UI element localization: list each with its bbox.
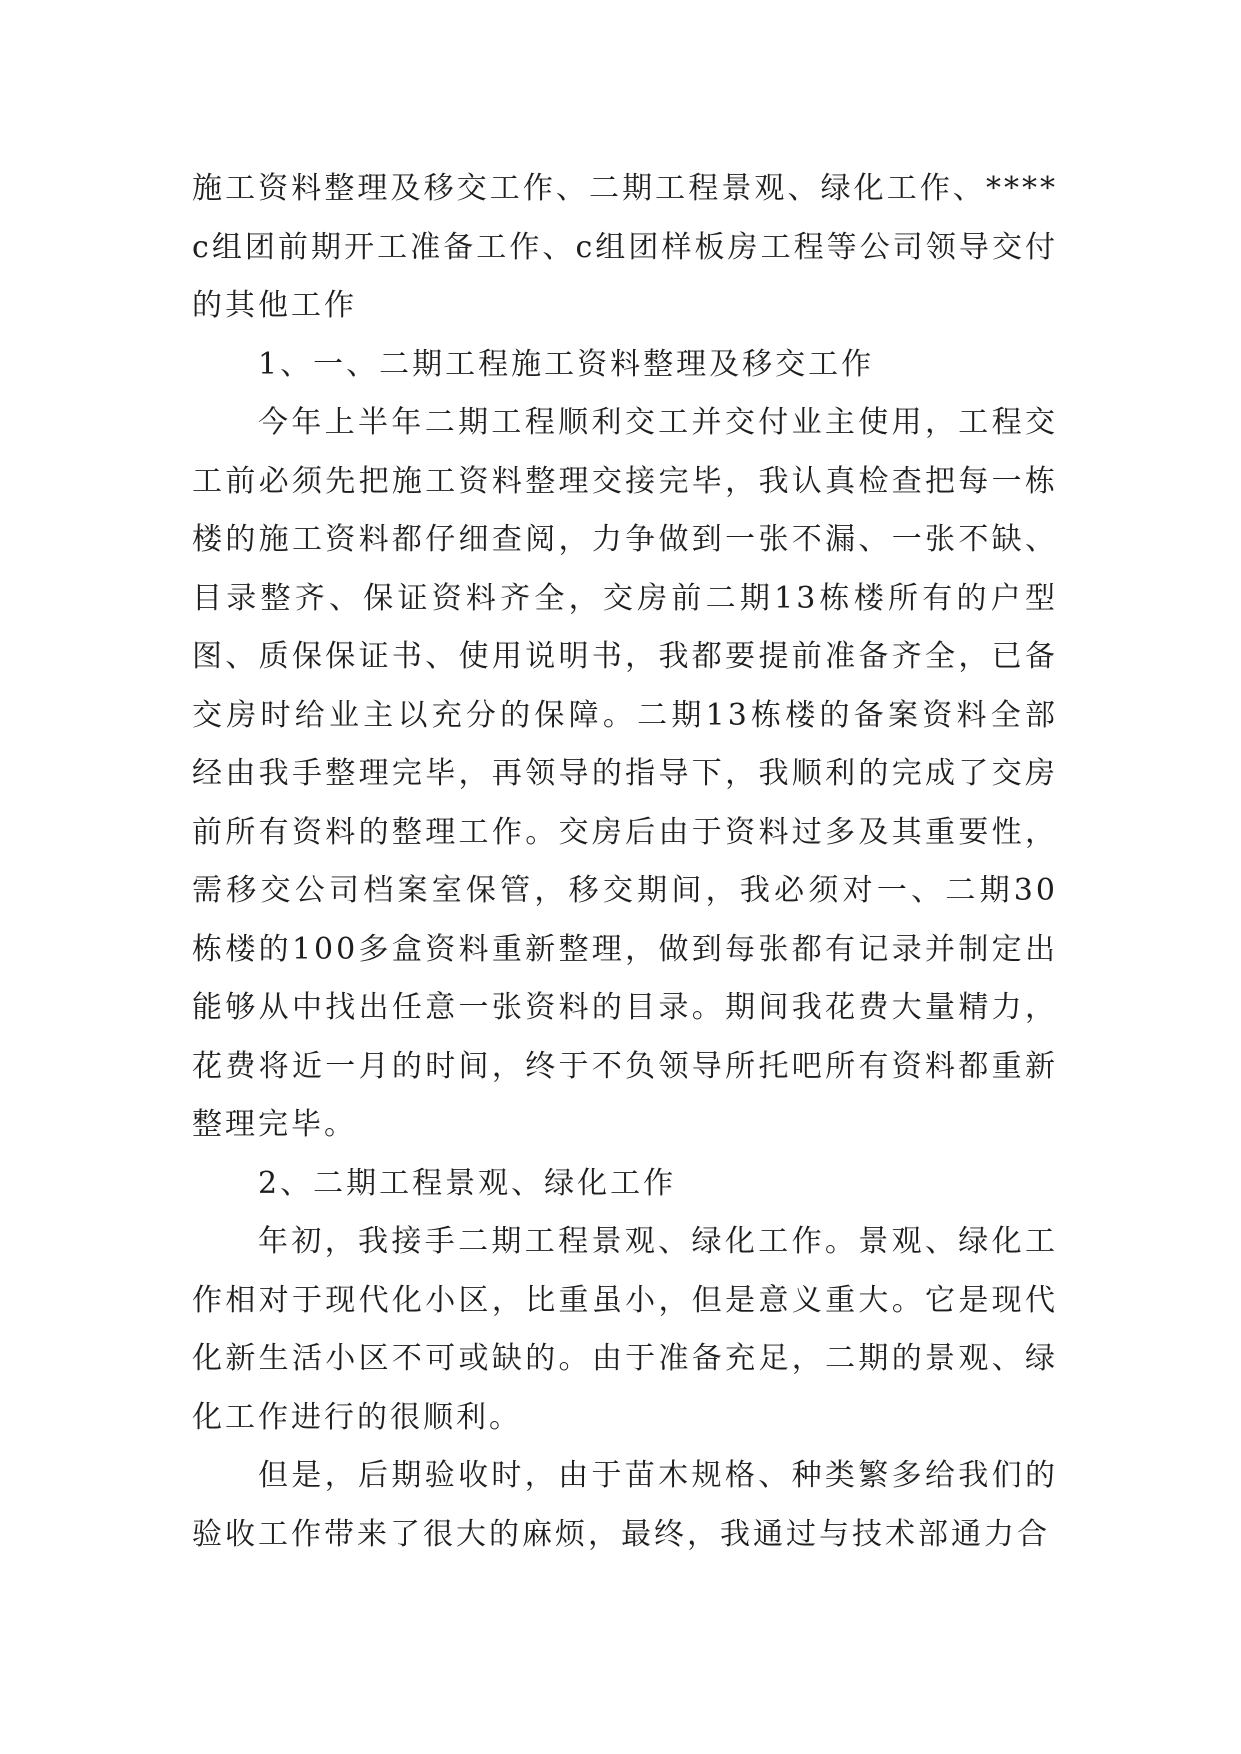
section-heading-landscaping: 2、二期工程景观、绿化工作 (258, 1165, 677, 1201)
section-heading-data-handover: 1、一、二期工程施工资料整理及移交工作 (258, 346, 875, 382)
paragraph-acceptance: 但是，后期验收时，由于苗木规格、种类繁多给我们的验收工作带来了很大的麻烦，最终，我通过与技术部通力合 (192, 1458, 1058, 1552)
document-body (192, 160, 1058, 1564)
paragraph-data-handover: 今年上半年二期工程顺利交工并交付业主使用，工程交工前必须先把施工资料整理交接完毕，我认真检查把每一栋楼的施工资料都仔细查阅，力争做到一张不漏、一张不缺、目录整齐、保证资料齐全，交房前二期13栋楼所有的户型图、质保保证书、使用说明书，我都要提前准备齐全，已备交房时给业主以充分的保障。二期13栋楼的备案资料全部经由我手整理完毕，再领导的指导下，我顺利的完成了交房前所有资料的整理工作。交房后由于资料过多及其重要性，需移交公司档案室保管，移交期间，我必须对一、二期30栋楼的100多盒资料重新整理，做到每张都有记录并制定出能够从中找出任意一张资料的目录。期间我花费大量精力，花费将近一月的时间，终于不负领导所托吧所有资料都重新整理完毕。 (192, 405, 1058, 1142)
paragraph-landscaping: 年初，我接手二期工程景观、绿化工作。景观、绿化工作相对于现代化小区，比重虽小，但是意义重大。它是现代化新生活小区不可或缺的。由于准备充足，二期的景观、绿化工作进行的很顺利。 (192, 1224, 1058, 1435)
paragraph-work-list-continuation: 施工资料整理及移交工作、二期工程景观、绿化工作、****c组团前期开工准备工作、c组团样板房工程等公司领导交付的其他工作 (192, 171, 1058, 323)
